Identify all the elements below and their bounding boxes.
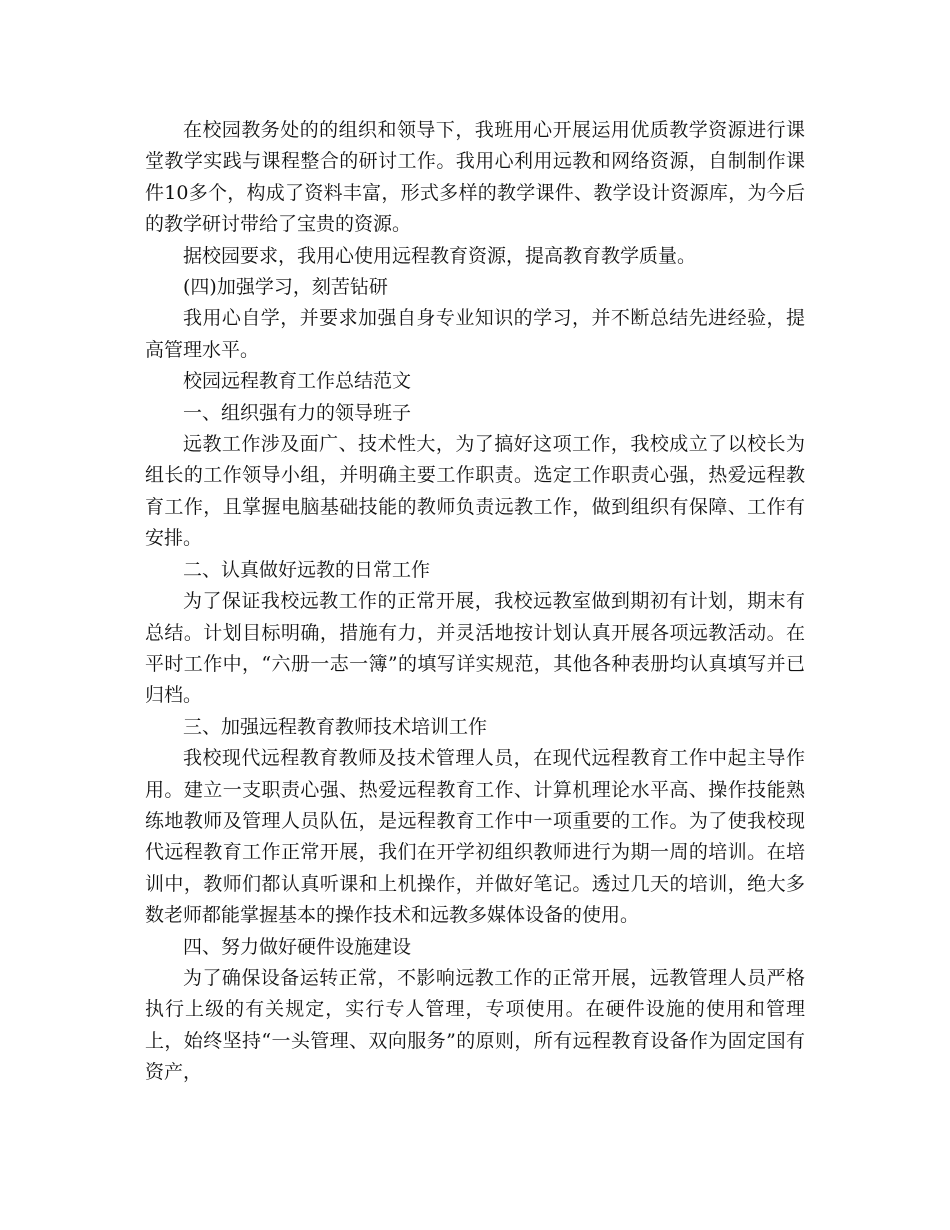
paragraph-daily-work: 为了保证我校远教工作的正常开展，我校远教室做到期初有计划，期末有总结。计划目标明确，措施有力，并灵活地按计划认真开展各项远教活动。在平时工作中，“六册一志一簿”的填写详实规范，其他各种表册均认真填写并已归档。 bbox=[145, 590, 805, 707]
paragraph-teacher-training: 我校现代远程教育教师及技术管理人员，在现代远程教育工作中起主导作用。建立一支职责心强、热爱远程教育工作、计算机理论水平高、操作技能熟练地教师及管理人员队伍，是远程教育工作中一项重要的工作。为了使我校现代远程教育工作正常开展，我们在开学初组织教师进行为期一周的培训。在培训中，教师们都认真听课和上机操作，并做好笔记。透过几天的培训，绝大多数老师都能掌握基本的操作技术和远教多媒体设备的使用。 bbox=[145, 747, 805, 927]
heading-leadership-team: 一、组织强有力的领导班子 bbox=[183, 401, 412, 424]
document-title: 校园远程教育工作总结范文 bbox=[183, 370, 412, 393]
heading-section-four-study: (四)加强学习，刻苦钻研 bbox=[183, 276, 388, 299]
paragraph-intro-courseware: 在校园教务处的的组织和领导下，我班用心开展运用优质教学资源进行课堂教学实践与课程整合的研讨工作。我用心利用远教和网络资源，自制制作课件10多个，构成了资料丰富，形式多样的教学课件、教学设计资源库，为今后的教学研讨带给了宝贵的资源。 bbox=[145, 119, 805, 236]
paragraph-leadership-team: 远教工作涉及面广、技术性大，为了搞好这项工作，我校成立了以校长为组长的工作领导小组，并明确主要工作职责。选定工作职责心强，热爱远程教育工作，且掌握电脑基础技能的教师负责远教工作，做到组织有保障、工作有安排。 bbox=[145, 433, 805, 550]
paragraph-remote-resources: 据校园要求，我用心使用远程教育资源，提高教育教学质量。 bbox=[183, 244, 697, 267]
paragraph-hardware: 为了确保设备运转正常，不影响远教工作的正常开展，远教管理人员严格执行上级的有关规定，实行专人管理，专项使用。在硬件设施的使用和管理上，始终坚持“一头管理、双向服务”的原则，所有远程教育设备作为固定国有资产， bbox=[145, 966, 805, 1084]
heading-hardware: 四、努力做好硬件设施建设 bbox=[183, 935, 412, 958]
heading-daily-work: 二、认真做好远教的日常工作 bbox=[183, 558, 431, 581]
paragraph-self-study: 我用心自学，并要求加强自身专业知识的学习，并不断总结先进经验，提高管理水平。 bbox=[145, 307, 805, 361]
heading-teacher-training: 三、加强远程教育教师技术培训工作 bbox=[183, 715, 488, 738]
document-body bbox=[145, 115, 805, 1089]
